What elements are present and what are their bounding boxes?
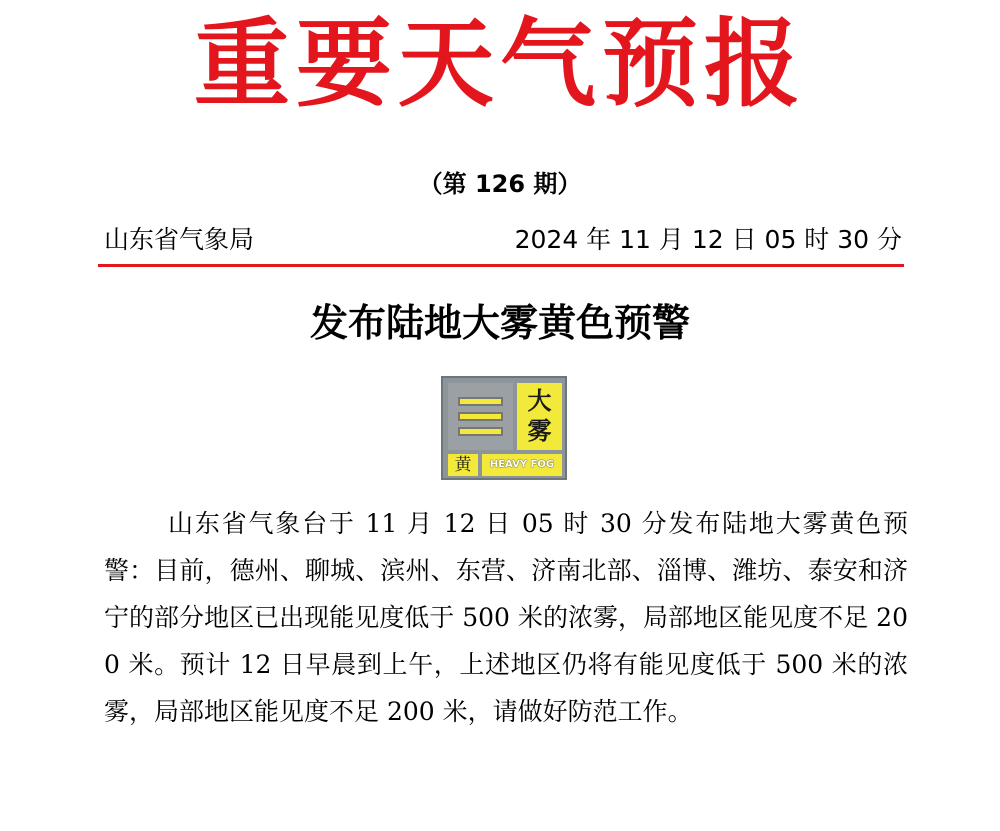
issue-number: （第 126 期）: [418, 170, 582, 198]
header-divider: [98, 264, 904, 267]
signal-type-label: [517, 383, 562, 450]
signal-bar-icon: [458, 397, 503, 406]
issue-datetime: 2024 年 11 月 12 日 05 时 30 分: [514, 225, 902, 254]
signal-level-label: 黄: [448, 454, 478, 476]
signal-type-char-2: 雾: [527, 417, 552, 445]
signal-bars-panel: [448, 383, 513, 450]
page-title: 发布陆地大雾黄色预警: [309, 301, 690, 345]
masthead-title: 重要天气预报: [194, 7, 806, 120]
signal-english-label: HEAVY FOG: [482, 454, 562, 476]
signal-bar-icon: [458, 412, 503, 421]
signal-bar-icon: [458, 427, 503, 436]
signal-type-char-1: 大: [527, 387, 552, 415]
issuing-department: 山东省气象局: [104, 225, 255, 254]
warning-body-paragraph: 山东省气象台于 11 月 12 日 05 时 30 分发布陆地大雾黄色预警：目前，德州、聊城、滨州、东营、济南北部、淄博、潍坊、泰安和济宁的部分地区已出现能见度低于 500 米的浓雾，局部地区能见度不足 200 米。预计 12 日早晨到上午，上述地区仍将有能见度低于 500 米的浓雾，局部地区能见度不足 200 米，请做好防范工作。: [104, 509, 908, 726]
fog-warning-yellow-icon: [441, 376, 567, 480]
